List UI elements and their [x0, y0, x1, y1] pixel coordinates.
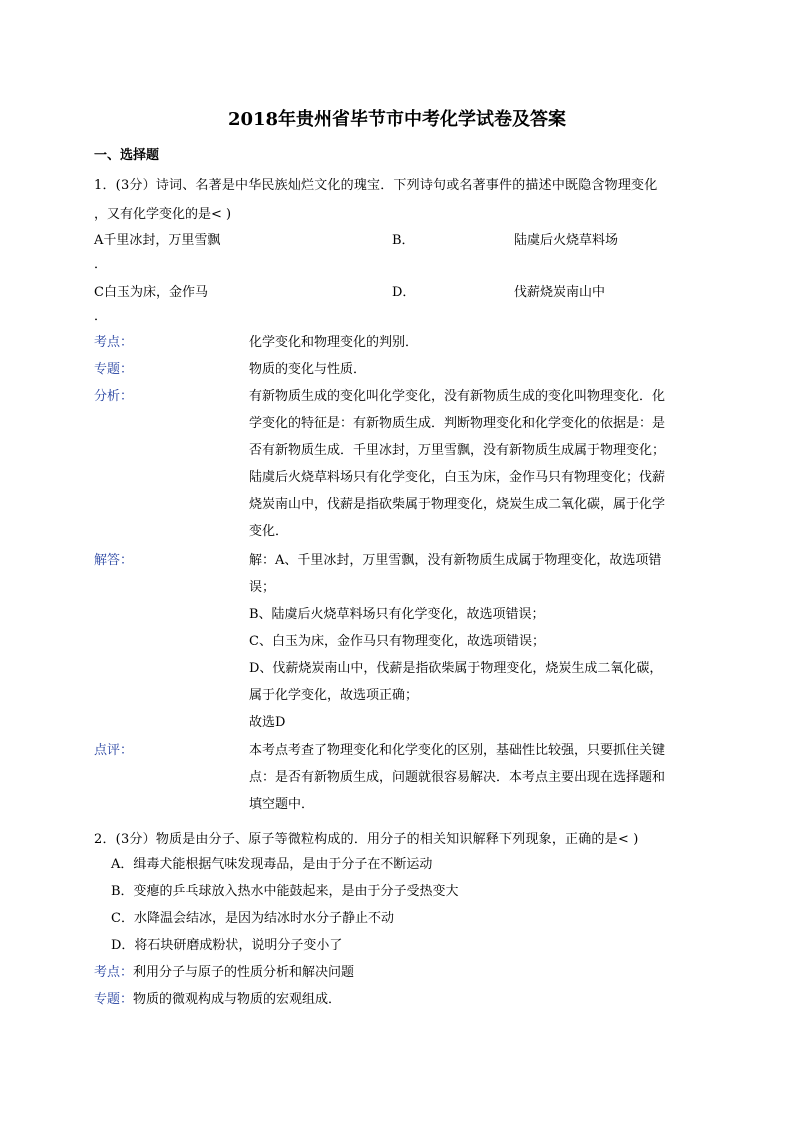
- q1-zhuanti-label: 专题：: [94, 362, 134, 377]
- q1-jieda-line: B、陆虞后火烧草料场只有化学变化，故选项错误；: [249, 607, 545, 622]
- q1-fenxi-line: 变化．: [249, 524, 289, 539]
- q1-option-d-text: 伐薪烧炭南山中: [514, 285, 606, 300]
- q1-kaodian-label: 考点：: [94, 335, 134, 350]
- q2-option: D．将石块研磨成粉状，说明分子变小了: [111, 938, 343, 953]
- q1-fenxi-label: 分析：: [94, 389, 134, 404]
- q2-kaodian-label: 考点：: [94, 965, 134, 980]
- q2-zhuanti-text: 物质的微观构成与物质的宏观组成．: [133, 992, 342, 1007]
- q1-dianping-line: 填空题中．: [249, 797, 315, 812]
- page-title: 2018年贵州省毕节市中考化学试卷及答案: [227, 109, 567, 130]
- q1-option-a: A千里冰封，万里雪飘: [94, 233, 221, 248]
- q1-fenxi-line: 学变化的特征是：有新物质生成．判断物理变化和化学变化的依据是：是: [249, 416, 666, 431]
- q1-option-b-letter: B．: [392, 233, 415, 248]
- q1-jieda-line: 解：A、千里冰封，万里雪飘，没有新物质生成属于物理变化，故选项错: [249, 553, 662, 568]
- q1-fenxi-line: 有新物质生成的变化叫化学变化，没有新物质生成的变化叫物理变化．化: [249, 389, 666, 404]
- q1-jieda-line: 属于化学变化，故选项正确；: [249, 688, 419, 703]
- q1-jieda-line: 误；: [249, 580, 276, 595]
- q2-option: B．变瘪的乒乓球放入热水中能鼓起来，是由于分子受热变大: [111, 884, 459, 899]
- q1-fenxi-line: 陆虞后火烧草料场只有化学变化，白玉为床，金作马只有物理变化；伐薪: [249, 470, 666, 485]
- q1-dianping-line: 点：是否有新物质生成，问题就很容易解决．本考点主要出现在选择题和: [249, 770, 666, 785]
- q1-dianping-label: 点评：: [94, 743, 134, 758]
- q1-kaodian-text: 化学变化和物理变化的判别．: [249, 335, 419, 350]
- q1-option-d-letter: D．: [392, 285, 416, 300]
- q2-zhuanti-label: 专题：: [94, 992, 134, 1007]
- q1-fenxi-line: 烧炭南山中，伐薪是指砍柴属于物理变化，烧炭生成二氧化碳，属于化学: [249, 497, 666, 512]
- q1-option-c-dot: ．: [94, 309, 108, 324]
- q1-jieda-label: 解答：: [94, 553, 134, 568]
- q1-fenxi-line: 否有新物质生成．千里冰封，万里雪飘，没有新物质生成属于物理变化；: [249, 443, 666, 458]
- q2-kaodian-row: [94, 964, 354, 982]
- q1-zhuanti-text: 物质的变化与性质．: [249, 362, 367, 377]
- q1-option-a-dot: ．: [94, 257, 108, 272]
- q2-option: A．缉毒犬能根据气味发现毒品，是由于分子在不断运动: [111, 857, 433, 872]
- q1-jieda-line: 故选D: [249, 715, 286, 730]
- q1-jieda-line: D、伐薪烧炭南山中，伐薪是指砍柴属于物理变化，烧炭生成二氧化碳，: [249, 661, 663, 676]
- q1-dianping-line: 本考点考查了物理变化和化学变化的区别，基础性比较强，只要抓住关键: [249, 743, 666, 758]
- q1-jieda-line: C、白玉为床，金作马只有物理变化，故选项错误；: [249, 634, 545, 649]
- q1-option-c: C白玉为床，金作马: [94, 285, 208, 300]
- q2-zhuanti-row: [94, 991, 341, 1009]
- q2-option: C．水降温会结冰，是因为结冰时水分子静止不动: [111, 911, 394, 926]
- q2-kaodian-text: 利用分子与原子的性质分析和解决问题: [133, 965, 355, 980]
- q1-option-b-text: 陆虞后火烧草料场: [514, 233, 619, 248]
- q1-stem-line2: ，又有化学变化的是< ): [94, 207, 232, 222]
- q2-stem: 2．(3分）物质是由分子、原子等微粒构成的．用分子的相关知识解释下列现象，正确的是< ): [94, 832, 639, 847]
- section-heading: 一、选择题: [94, 148, 160, 163]
- q1-stem-line1: 1．(3分）诗词、名著是中华民族灿烂文化的瑰宝．下列诗句或名著事件的描述中既隐含物理变化: [94, 178, 658, 193]
